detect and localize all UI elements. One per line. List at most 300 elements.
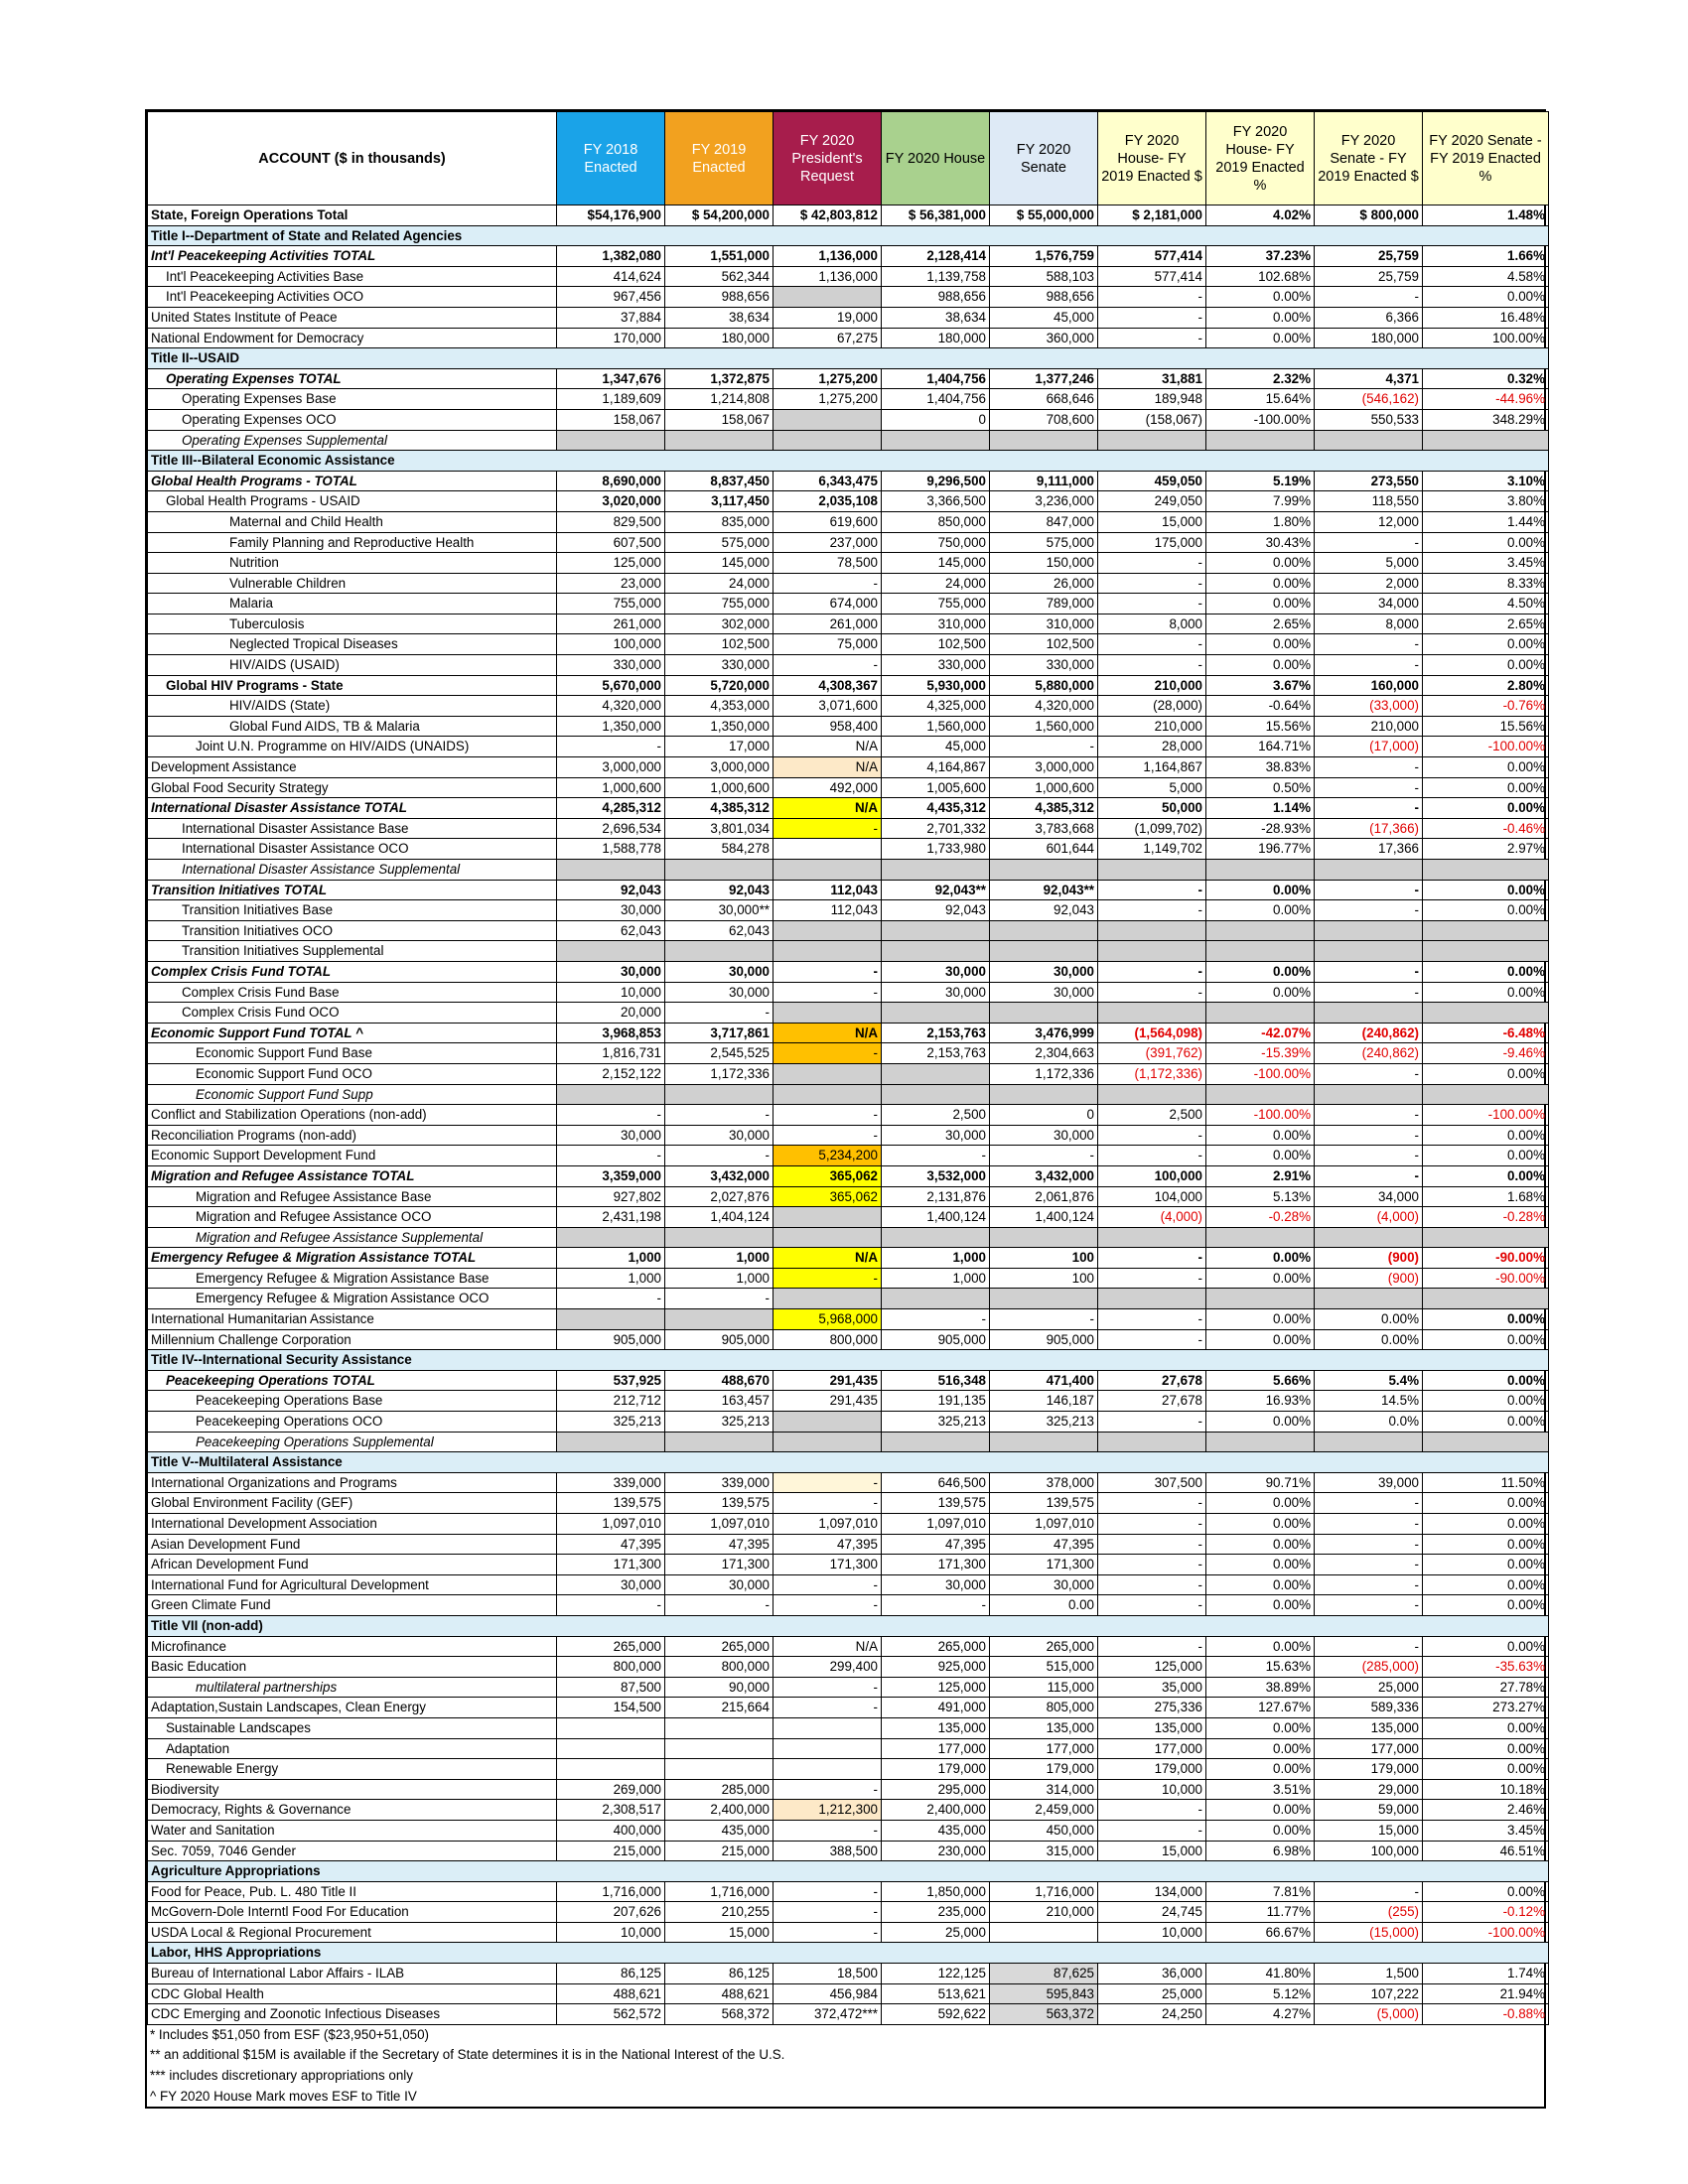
cell-fy2020-house: 2,701,332 (882, 818, 990, 839)
cell-fy2020-senate: 847,000 (990, 511, 1098, 532)
cell-house-diff-dollars (1098, 1003, 1206, 1024)
cell-fy2020-house (882, 860, 990, 881)
cell-fy2020-senate: 30,000 (990, 1125, 1098, 1146)
cell-fy2020-request (774, 1227, 882, 1248)
cell-house-diff-dollars: 15,000 (1098, 511, 1206, 532)
cell-fy2019: 435,000 (665, 1820, 774, 1841)
cell-senate-diff-dollars: (5,000) (1315, 2004, 1423, 2025)
cell-house-diff-dollars: - (1098, 307, 1206, 328)
cell-senate-diff-percent: 2.80% (1423, 675, 1549, 696)
cell-senate-diff-dollars: - (1315, 961, 1423, 982)
cell-house-diff-dollars (1098, 1227, 1206, 1248)
table-row (148, 1146, 1549, 1166)
cell-senate-diff-dollars: - (1315, 1595, 1423, 1616)
cell-fy2020-senate: 1,000,600 (990, 777, 1098, 798)
table-row (148, 675, 1549, 696)
cell-fy2020-senate: 668,646 (990, 389, 1098, 410)
cell-house-diff-dollars (1098, 860, 1206, 881)
cell-house-diff-dollars: - (1098, 1574, 1206, 1595)
cell-fy2019: 1,000 (665, 1268, 774, 1289)
cell-senate-diff-dollars: - (1315, 982, 1423, 1003)
account-name: Joint U.N. Programme on HIV/AIDS (UNAIDS) (148, 737, 557, 757)
cell-fy2020-request: 1,212,300 (774, 1800, 882, 1821)
cell-fy2020-senate: 3,432,000 (990, 1165, 1098, 1186)
cell-house-diff-percent: 0.00% (1206, 634, 1315, 655)
cell-fy2018: 1,000,600 (557, 777, 665, 798)
cell-fy2018: 158,067 (557, 409, 665, 430)
cell-senate-diff-dollars: - (1315, 757, 1423, 778)
section-title: Title VII (non-add) (148, 1615, 1549, 1636)
account-name: Transition Initiatives Base (148, 900, 557, 921)
cell-fy2018: 207,626 (557, 1902, 665, 1923)
cell-senate-diff-dollars: 25,000 (1315, 1677, 1423, 1698)
table-row (148, 1779, 1549, 1800)
cell-fy2018: 927,802 (557, 1186, 665, 1207)
account-name: Sustainable Landscapes (148, 1717, 557, 1738)
cell-fy2020-house: 30,000 (882, 1574, 990, 1595)
cell-fy2020-request: 1,275,200 (774, 389, 882, 410)
cell-fy2018: 2,431,198 (557, 1207, 665, 1228)
cell-house-diff-percent (1206, 1432, 1315, 1452)
cell-senate-diff-dollars: (240,862) (1315, 1043, 1423, 1064)
cell-senate-diff-percent: 21.94% (1423, 1983, 1549, 2004)
cell-fy2018 (557, 430, 665, 451)
cell-fy2020-request: 75,000 (774, 634, 882, 655)
cell-senate-diff-percent: -0.28% (1423, 1207, 1549, 1228)
cell-senate-diff-dollars: 34,000 (1315, 594, 1423, 614)
footnote: * Includes $51,050 from ESF ($23,950+51,050) (150, 2026, 430, 2042)
cell-fy2020-request: 492,000 (774, 777, 882, 798)
account-name: United States Institute of Peace (148, 307, 557, 328)
cell-house-diff-percent: 15.56% (1206, 716, 1315, 737)
account-name: Economic Support Fund TOTAL ^ (148, 1023, 557, 1043)
cell-fy2018 (557, 1759, 665, 1780)
account-name: USDA Local & Regional Procurement (148, 1922, 557, 1943)
account-name: Migration and Refugee Assistance TOTAL (148, 1165, 557, 1186)
cell-senate-diff-dollars (1315, 1084, 1423, 1105)
cell-house-diff-dollars: 104,000 (1098, 1186, 1206, 1207)
cell-fy2019: 1,172,336 (665, 1063, 774, 1084)
cell-house-diff-percent: 2.91% (1206, 1165, 1315, 1186)
cell-fy2020-house: 1,850,000 (882, 1881, 990, 1902)
cell-senate-diff-percent: 0.00% (1423, 777, 1549, 798)
cell-fy2020-house: 2,131,876 (882, 1186, 990, 1207)
cell-fy2020-request: 3,071,600 (774, 696, 882, 717)
table-row (148, 594, 1549, 614)
cell-fy2020-request: - (774, 982, 882, 1003)
table-row (148, 328, 1549, 348)
cell-fy2020-request (774, 1003, 882, 1024)
account-name: Emergency Refugee & Migration Assistance OCO (148, 1289, 557, 1309)
cell-house-diff-dollars: 10,000 (1098, 1922, 1206, 1943)
cell-house-diff-percent: 0.00% (1206, 307, 1315, 328)
cell-fy2020-request (774, 287, 882, 308)
cell-house-diff-dollars: - (1098, 1248, 1206, 1269)
cell-fy2020-senate: 30,000 (990, 961, 1098, 982)
cell-fy2020-senate: 92,043 (990, 900, 1098, 921)
cell-fy2020-request: 456,984 (774, 1983, 882, 2004)
cell-fy2018: 86,125 (557, 1964, 665, 1984)
cell-house-diff-dollars: - (1098, 1636, 1206, 1657)
cell-house-diff-percent: 0.00% (1206, 982, 1315, 1003)
cell-fy2020-request: - (774, 1105, 882, 1126)
cell-fy2020-request: - (774, 1881, 882, 1902)
cell-fy2019: 8,837,450 (665, 471, 774, 491)
cell-fy2020-house: 2,128,414 (882, 246, 990, 267)
table-row (148, 1125, 1549, 1146)
section-title: Title I--Department of State and Related Agencies (148, 225, 1549, 246)
cell-fy2020-house: 4,435,312 (882, 798, 990, 819)
cell-fy2018: 1,000 (557, 1268, 665, 1289)
account-name: Transition Initiatives TOTAL (148, 880, 557, 900)
cell-fy2020-request: 1,275,200 (774, 368, 882, 389)
cell-house-diff-percent: 0.00% (1206, 1738, 1315, 1759)
cell-house-diff-percent: 4.27% (1206, 2004, 1315, 2025)
cell-senate-diff-percent: 0.00% (1423, 1717, 1549, 1738)
section-header-row (148, 1452, 1549, 1473)
cell-senate-diff-percent: 0.00% (1423, 1493, 1549, 1514)
cell-house-diff-dollars (1098, 1289, 1206, 1309)
account-name: Int'l Peacekeeping Activities Base (148, 266, 557, 287)
cell-house-diff-percent: -100.00% (1206, 409, 1315, 430)
cell-senate-diff-percent: 0.00% (1423, 1329, 1549, 1350)
cell-fy2020-senate: 150,000 (990, 553, 1098, 574)
cell-fy2019: 325,213 (665, 1412, 774, 1433)
cell-fy2019 (665, 1717, 774, 1738)
cell-fy2020-request: 6,343,475 (774, 471, 882, 491)
table-row (148, 920, 1549, 941)
cell-house-diff-percent: 6.98% (1206, 1841, 1315, 1861)
table-row (148, 900, 1549, 921)
cell-fy2020-house (882, 1003, 990, 1024)
account-name: Tuberculosis (148, 614, 557, 634)
cell-fy2018: 3,000,000 (557, 757, 665, 778)
cell-senate-diff-dollars: - (1315, 777, 1423, 798)
cell-fy2020-senate: 595,843 (990, 1983, 1098, 2004)
cell-house-diff-dollars: (1,099,702) (1098, 818, 1206, 839)
cell-fy2020-request: - (774, 655, 882, 676)
cell-fy2020-house: 1,404,756 (882, 389, 990, 410)
cell-fy2019: 30,000 (665, 1125, 774, 1146)
cell-fy2019: 102,500 (665, 634, 774, 655)
cell-fy2020-house: 3,532,000 (882, 1165, 990, 1186)
cell-senate-diff-dollars: - (1315, 1555, 1423, 1575)
cell-house-diff-percent: 3.67% (1206, 675, 1315, 696)
table-row (148, 880, 1549, 900)
cell-senate-diff-dollars: $ 800,000 (1315, 205, 1423, 226)
cell-fy2019: 171,300 (665, 1555, 774, 1575)
cell-senate-diff-dollars: 29,000 (1315, 1779, 1423, 1800)
cell-fy2020-senate: 708,600 (990, 409, 1098, 430)
cell-fy2018: 3,359,000 (557, 1165, 665, 1186)
cell-senate-diff-percent (1423, 430, 1549, 451)
cell-fy2019 (665, 1759, 774, 1780)
cell-fy2019: 265,000 (665, 1636, 774, 1657)
cell-house-diff-percent: 38.89% (1206, 1677, 1315, 1698)
account-name: Reconciliation Programs (non-add) (148, 1125, 557, 1146)
cell-house-diff-dollars: - (1098, 1514, 1206, 1535)
cell-senate-diff-dollars: 5.4% (1315, 1370, 1423, 1391)
cell-senate-diff-percent: 2.46% (1423, 1800, 1549, 1821)
cell-fy2020-senate: 100 (990, 1268, 1098, 1289)
cell-house-diff-percent: -100.00% (1206, 1063, 1315, 1084)
account-name: Operating Expenses Base (148, 389, 557, 410)
cell-fy2018: 1,716,000 (557, 1881, 665, 1902)
table-row (148, 1881, 1549, 1902)
cell-fy2020-senate: 265,000 (990, 1636, 1098, 1657)
table-row (148, 511, 1549, 532)
section-header-row (148, 1943, 1549, 1964)
cell-fy2020-house: 1,400,124 (882, 1207, 990, 1228)
cell-house-diff-percent: 0.00% (1206, 1268, 1315, 1289)
cell-fy2020-request: 171,300 (774, 1555, 882, 1575)
account-name: International Disaster Assistance Base (148, 818, 557, 839)
cell-senate-diff-percent: 0.32% (1423, 368, 1549, 389)
cell-senate-diff-dollars: 4,371 (1315, 368, 1423, 389)
cell-fy2020-house: 139,575 (882, 1493, 990, 1514)
cell-fy2020-request: 47,395 (774, 1534, 882, 1555)
cell-fy2019: 1,404,124 (665, 1207, 774, 1228)
cell-house-diff-percent: 0.00% (1206, 1820, 1315, 1841)
cell-fy2020-house: 5,930,000 (882, 675, 990, 696)
cell-house-diff-percent: 0.00% (1206, 553, 1315, 574)
cell-house-diff-dollars: (1,564,098) (1098, 1023, 1206, 1043)
cell-fy2019: 575,000 (665, 532, 774, 553)
cell-senate-diff-percent: 0.00% (1423, 1063, 1549, 1084)
cell-house-diff-percent: 0.00% (1206, 1493, 1315, 1514)
account-name: International Development Association (148, 1514, 557, 1535)
cell-senate-diff-dollars: - (1315, 1165, 1423, 1186)
account-name: multilateral partnerships (148, 1677, 557, 1698)
cell-fy2020-senate: 588,103 (990, 266, 1098, 287)
section-header-row (148, 348, 1549, 369)
header-fy2020-house: FY 2020 House (882, 112, 990, 205)
account-name: CDC Global Health (148, 1983, 557, 2004)
account-name: Emergency Refugee & Migration Assistance TOTAL (148, 1248, 557, 1269)
cell-fy2020-request: 958,400 (774, 716, 882, 737)
cell-house-diff-dollars: - (1098, 1146, 1206, 1166)
cell-fy2020-senate: 3,783,668 (990, 818, 1098, 839)
cell-fy2020-senate: 315,000 (990, 1841, 1098, 1861)
cell-fy2019 (665, 941, 774, 962)
cell-fy2019: 755,000 (665, 594, 774, 614)
cell-house-diff-dollars: 135,000 (1098, 1717, 1206, 1738)
cell-house-diff-dollars: - (1098, 961, 1206, 982)
cell-house-diff-dollars: - (1098, 1309, 1206, 1330)
account-name: International Fund for Agricultural Development (148, 1574, 557, 1595)
cell-fy2019: 988,656 (665, 287, 774, 308)
cell-fy2020-senate: 325,213 (990, 1412, 1098, 1433)
account-name: Basic Education (148, 1657, 557, 1678)
table-row (148, 818, 1549, 839)
cell-fy2020-house: 25,000 (882, 1922, 990, 1943)
cell-fy2020-senate (990, 920, 1098, 941)
cell-fy2020-house: 30,000 (882, 1125, 990, 1146)
cell-fy2020-request (774, 409, 882, 430)
cell-fy2018: 269,000 (557, 1779, 665, 1800)
cell-senate-diff-percent: 0.00% (1423, 961, 1549, 982)
cell-house-diff-percent: -0.28% (1206, 1207, 1315, 1228)
cell-fy2018: 2,152,122 (557, 1063, 665, 1084)
cell-senate-diff-dollars: - (1315, 1514, 1423, 1535)
cell-senate-diff-percent: 0.00% (1423, 982, 1549, 1003)
cell-house-diff-percent: 0.00% (1206, 655, 1315, 676)
cell-house-diff-dollars: - (1098, 1534, 1206, 1555)
cell-fy2018: 339,000 (557, 1472, 665, 1493)
cell-house-diff-dollars: - (1098, 328, 1206, 348)
cell-senate-diff-dollars: (255) (1315, 1902, 1423, 1923)
cell-fy2020-house: 122,125 (882, 1964, 990, 1984)
cell-fy2019: 38,634 (665, 307, 774, 328)
table-row (148, 430, 1549, 451)
cell-senate-diff-dollars: 14.5% (1315, 1391, 1423, 1412)
cell-fy2020-house: 102,500 (882, 634, 990, 655)
cell-house-diff-percent (1206, 920, 1315, 941)
cell-senate-diff-dollars: - (1315, 1881, 1423, 1902)
cell-house-diff-percent: 102.68% (1206, 266, 1315, 287)
cell-fy2020-request (774, 1063, 882, 1084)
cell-fy2018: 5,670,000 (557, 675, 665, 696)
cell-fy2018: - (557, 1105, 665, 1126)
cell-house-diff-percent: 0.00% (1206, 287, 1315, 308)
cell-senate-diff-dollars: - (1315, 1105, 1423, 1126)
cell-house-diff-dollars: 100,000 (1098, 1165, 1206, 1186)
cell-fy2020-request (774, 860, 882, 881)
account-name: International Organizations and Programs (148, 1472, 557, 1493)
table-row (148, 532, 1549, 553)
cell-fy2020-request: 112,043 (774, 900, 882, 921)
cell-senate-diff-percent: 0.00% (1423, 798, 1549, 819)
cell-house-diff-percent (1206, 430, 1315, 451)
cell-fy2020-house: 235,000 (882, 1902, 990, 1923)
cell-fy2018: 62,043 (557, 920, 665, 941)
cell-house-diff-percent: 127.67% (1206, 1698, 1315, 1718)
table-row (148, 1289, 1549, 1309)
cell-fy2020-house: 905,000 (882, 1329, 990, 1350)
cell-fy2020-request: 4,308,367 (774, 675, 882, 696)
account-name: Renewable Energy (148, 1759, 557, 1780)
account-name: Transition Initiatives OCO (148, 920, 557, 941)
cell-fy2019: 30,000** (665, 900, 774, 921)
cell-fy2020-house: 47,395 (882, 1534, 990, 1555)
table-row (148, 1268, 1549, 1289)
cell-fy2020-request: - (774, 1820, 882, 1841)
cell-fy2020-request: 18,500 (774, 1964, 882, 1984)
account-name: Adaptation,Sustain Landscapes, Clean Energy (148, 1698, 557, 1718)
cell-senate-diff-dollars: (240,862) (1315, 1023, 1423, 1043)
cell-fy2020-senate: 1,576,759 (990, 246, 1098, 267)
cell-fy2020-request: - (774, 1779, 882, 1800)
cell-fy2018: 1,382,080 (557, 246, 665, 267)
table-row (148, 1514, 1549, 1535)
cell-house-diff-percent: 4.02% (1206, 205, 1315, 226)
cell-fy2020-senate: 805,000 (990, 1698, 1098, 1718)
cell-fy2020-request: 291,435 (774, 1370, 882, 1391)
cell-fy2018: 100,000 (557, 634, 665, 655)
cell-fy2019: 3,000,000 (665, 757, 774, 778)
cell-senate-diff-percent: 2.65% (1423, 614, 1549, 634)
cell-senate-diff-dollars: 8,000 (1315, 614, 1423, 634)
cell-fy2020-senate: 5,880,000 (990, 675, 1098, 696)
cell-senate-diff-percent: 0.00% (1423, 1738, 1549, 1759)
cell-house-diff-dollars (1098, 430, 1206, 451)
cell-senate-diff-dollars: - (1315, 1534, 1423, 1555)
table-row (148, 860, 1549, 881)
cell-house-diff-dollars: 134,000 (1098, 1881, 1206, 1902)
cell-house-diff-dollars: - (1098, 1329, 1206, 1350)
cell-senate-diff-percent: 0.00% (1423, 655, 1549, 676)
cell-fy2019: 568,372 (665, 2004, 774, 2025)
cell-senate-diff-dollars: 0.00% (1315, 1329, 1423, 1350)
table-row (148, 1738, 1549, 1759)
table-row (148, 1493, 1549, 1514)
cell-fy2020-senate: 3,476,999 (990, 1023, 1098, 1043)
cell-fy2019: 30,000 (665, 961, 774, 982)
table-body (148, 205, 1549, 2025)
table-row (148, 1759, 1549, 1780)
cell-house-diff-dollars: 36,000 (1098, 1964, 1206, 1984)
account-name: CDC Emerging and Zoonotic Infectious Diseases (148, 2004, 557, 2025)
cell-house-diff-percent: 0.00% (1206, 1146, 1315, 1166)
cell-fy2019: 139,575 (665, 1493, 774, 1514)
cell-fy2020-request: - (774, 1125, 882, 1146)
cell-senate-diff-dollars: 177,000 (1315, 1738, 1423, 1759)
account-name: Operating Expenses TOTAL (148, 368, 557, 389)
cell-senate-diff-dollars: 15,000 (1315, 1820, 1423, 1841)
cell-fy2020-senate: 100 (990, 1248, 1098, 1269)
cell-fy2018: 171,300 (557, 1555, 665, 1575)
table-row (148, 1717, 1549, 1738)
budget-spreadsheet (145, 109, 1546, 2109)
cell-house-diff-dollars (1098, 941, 1206, 962)
section-title: Title III--Bilateral Economic Assistance (148, 451, 1549, 472)
cell-senate-diff-percent: -0.76% (1423, 696, 1549, 717)
cell-fy2020-request: 1,136,000 (774, 246, 882, 267)
cell-fy2020-senate (990, 1227, 1098, 1248)
cell-senate-diff-dollars: 180,000 (1315, 328, 1423, 348)
table-row (148, 1248, 1549, 1269)
cell-fy2020-house: 177,000 (882, 1738, 990, 1759)
account-name: Peacekeeping Operations TOTAL (148, 1370, 557, 1391)
cell-senate-diff-percent: -44.96% (1423, 389, 1549, 410)
cell-house-diff-percent: 90.71% (1206, 1472, 1315, 1493)
cell-fy2020-house: 1,005,600 (882, 777, 990, 798)
cell-house-diff-percent: 38.83% (1206, 757, 1315, 778)
cell-fy2020-senate (990, 860, 1098, 881)
cell-fy2018: 170,000 (557, 328, 665, 348)
cell-fy2018: 2,696,534 (557, 818, 665, 839)
cell-house-diff-percent: 1.14% (1206, 798, 1315, 819)
cell-fy2020-senate: 1,172,336 (990, 1063, 1098, 1084)
cell-fy2020-senate: 45,000 (990, 307, 1098, 328)
cell-senate-diff-dollars: 550,533 (1315, 409, 1423, 430)
cell-fy2020-senate: 102,500 (990, 634, 1098, 655)
cell-fy2020-house: 2,153,763 (882, 1043, 990, 1064)
cell-house-diff-dollars: 179,000 (1098, 1759, 1206, 1780)
table-row (148, 389, 1549, 410)
cell-fy2018 (557, 860, 665, 881)
cell-house-diff-dollars: 28,000 (1098, 737, 1206, 757)
cell-fy2019: 1,097,010 (665, 1514, 774, 1535)
cell-fy2020-house: 9,296,500 (882, 471, 990, 491)
cell-senate-diff-dollars (1315, 1289, 1423, 1309)
section-header-row (148, 451, 1549, 472)
cell-fy2020-house: 179,000 (882, 1759, 990, 1780)
cell-fy2020-house: 38,634 (882, 307, 990, 328)
cell-fy2020-request: 5,234,200 (774, 1146, 882, 1166)
cell-fy2020-request (774, 1432, 882, 1452)
header-fy2019-enacted: FY 2019 Enacted (665, 112, 774, 205)
